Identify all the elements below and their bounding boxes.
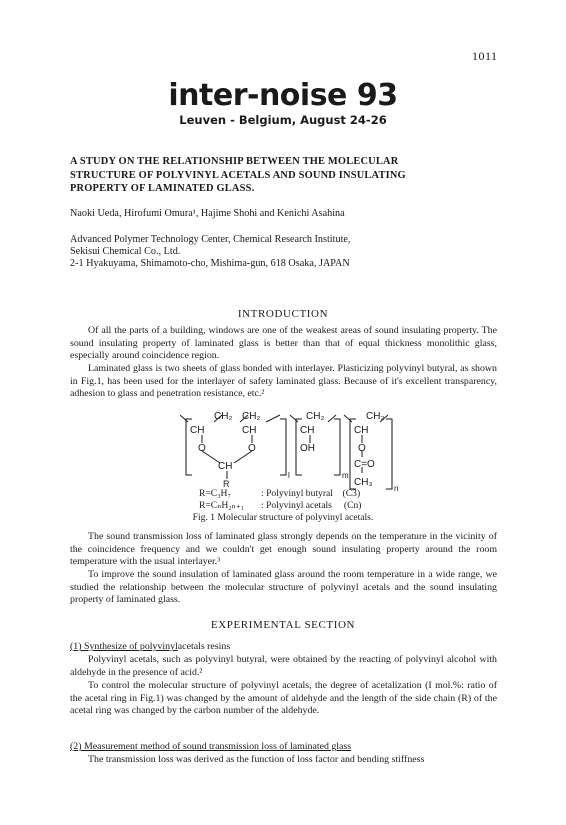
paragraph <box>70 363 497 401</box>
formula-oh: OH <box>300 443 315 454</box>
paragraph-text: To control the molecular structure of polyvinyl acetals, the degree of acetalization (I mol.%: ratio of the acetal ring in Fig.1) was changed by the amount of aldehyde and the length of the side chain (R) of the acetal ring was changed by the carbon number of the aldehyde. <box>70 680 497 717</box>
legend-formula: R=CₙH₂ₙ₊₁ <box>199 500 245 511</box>
paragraph <box>70 654 497 679</box>
figure-caption: Fig. 1 Molecular structure of polyvinyl acetals. <box>192 512 374 523</box>
formula-ch: CH <box>354 425 369 436</box>
formula-ch: CH <box>242 425 257 436</box>
formula-o: O <box>358 443 366 454</box>
subsection-heading <box>70 641 230 652</box>
paragraph-text: To improve the sound insulation of laminated glass around the room temperature in a wide range, we studied the relationship between the molecular structure of polyvinyl acetals and the sound insulating property of laminated glass. <box>70 569 497 606</box>
page-number: 1011 <box>472 49 498 63</box>
paragraph-text: Polyvinyl acetals, such as polyvinyl butyral, were obtained by the reacting of polyvinyl alcohol with aldehyde in the presence of acid.² <box>70 654 497 678</box>
paragraph-text: Laminated glass is two sheets of glass bonded with interlayer. Plasticizing polyvinyl butyral, as shown in Fig.1, has been used for the interlayer of safety laminated glass. Because of it's excellent transparency, adhesion to glass and penetration resistance, etc.² <box>70 363 497 400</box>
subsection-heading: (2) Measurement method of sound transmission loss of laminated glass <box>70 741 352 752</box>
paragraph <box>70 754 497 767</box>
formula-ch: CH <box>190 425 205 436</box>
affiliation-line: Advanced Polymer Technology Center, Chemical Research Institute, <box>70 234 351 245</box>
bracket-right-3 <box>386 419 392 489</box>
formula-ch: CH <box>218 461 233 472</box>
formula-ch2: CH₂ <box>366 411 385 422</box>
section-heading-introduction: INTRODUCTION <box>237 308 329 320</box>
paragraph-text: The sound transmission loss of laminated glass strongly depends on the temperature in the vicinity of the coincidence frequency and we couldn't get enough sound insulating property around the room temperature with the usual interlayer.³ <box>70 531 497 568</box>
formula-o: O <box>248 443 256 454</box>
subscript-n: n <box>394 484 399 493</box>
legend-formula: R=C₃H₇ <box>199 488 231 499</box>
paragraph <box>70 569 497 607</box>
bracket-right-1 <box>280 419 286 475</box>
paragraph <box>70 325 497 363</box>
conference-logo: inter-noise 93 <box>168 78 398 113</box>
section-heading-experimental: EXPERIMENTAL SECTION <box>210 619 356 631</box>
subscript-m: m <box>342 471 349 480</box>
affiliation-line: Sekisui Chemical Co., Ltd. <box>70 246 181 257</box>
affiliation <box>70 234 510 270</box>
formula-o: O <box>198 443 206 454</box>
paragraph-text: The transmission loss was derived as the function of loss factor and bending stiffness <box>88 754 425 765</box>
molecular-structure-diagram <box>180 405 430 500</box>
legend-description: : Polyvinyl acetals (Cn) <box>261 500 362 511</box>
molecular-structure-figure <box>180 405 430 500</box>
title-line: PROPERTY OF LAMINATED GLASS. <box>70 183 255 194</box>
paragraph <box>70 531 497 569</box>
paragraph-text: Of all the parts of a building, windows are one of the weakest areas of sound insulating property. The sound insulating property of laminated glass is better than that of equal thickness monolithic glass, especially around coincidence region. <box>70 325 497 362</box>
formula-ch2: CH₂ <box>306 411 325 422</box>
figure-legend-row <box>199 500 361 511</box>
paper-title <box>70 155 510 196</box>
legend-description: : Polyvinyl butyral (C3) <box>261 488 361 499</box>
author-list: Naoki Ueda, Hirofumi Omura¹, Hajime Shohi and Kenichi Asahina <box>70 208 345 219</box>
formula-r: R <box>223 479 230 489</box>
title-line: STRUCTURE OF POLYVINYL ACETALS AND SOUND INSULATING <box>70 169 406 181</box>
subsection-heading-rest: acetals resins <box>177 641 231 652</box>
formula-ch2: CH₂ <box>242 411 261 422</box>
formula-carbonyl: C=O <box>354 459 375 470</box>
figure-legend-row <box>199 488 360 499</box>
title-line: A STUDY ON THE RELATIONSHIP BETWEEN THE MOLECULAR <box>70 156 399 167</box>
conference-subtitle: Leuven - Belgium, August 24-26 <box>179 113 387 127</box>
subsection-heading-underlined: (1) Synthesize of polyvinyl <box>70 641 178 652</box>
paragraph <box>70 680 497 718</box>
formula-ch3: CH₃ <box>354 477 373 488</box>
formula-ch: CH <box>300 425 315 436</box>
subscript-l: l <box>288 471 290 480</box>
bracket-right-2 <box>334 419 340 475</box>
formula-ch2: CH₂ <box>214 411 233 422</box>
affiliation-line: 2-1 Hyakuyama, Shimamoto-cho, Mishima-gun, 618 Osaka, JAPAN <box>70 258 350 269</box>
